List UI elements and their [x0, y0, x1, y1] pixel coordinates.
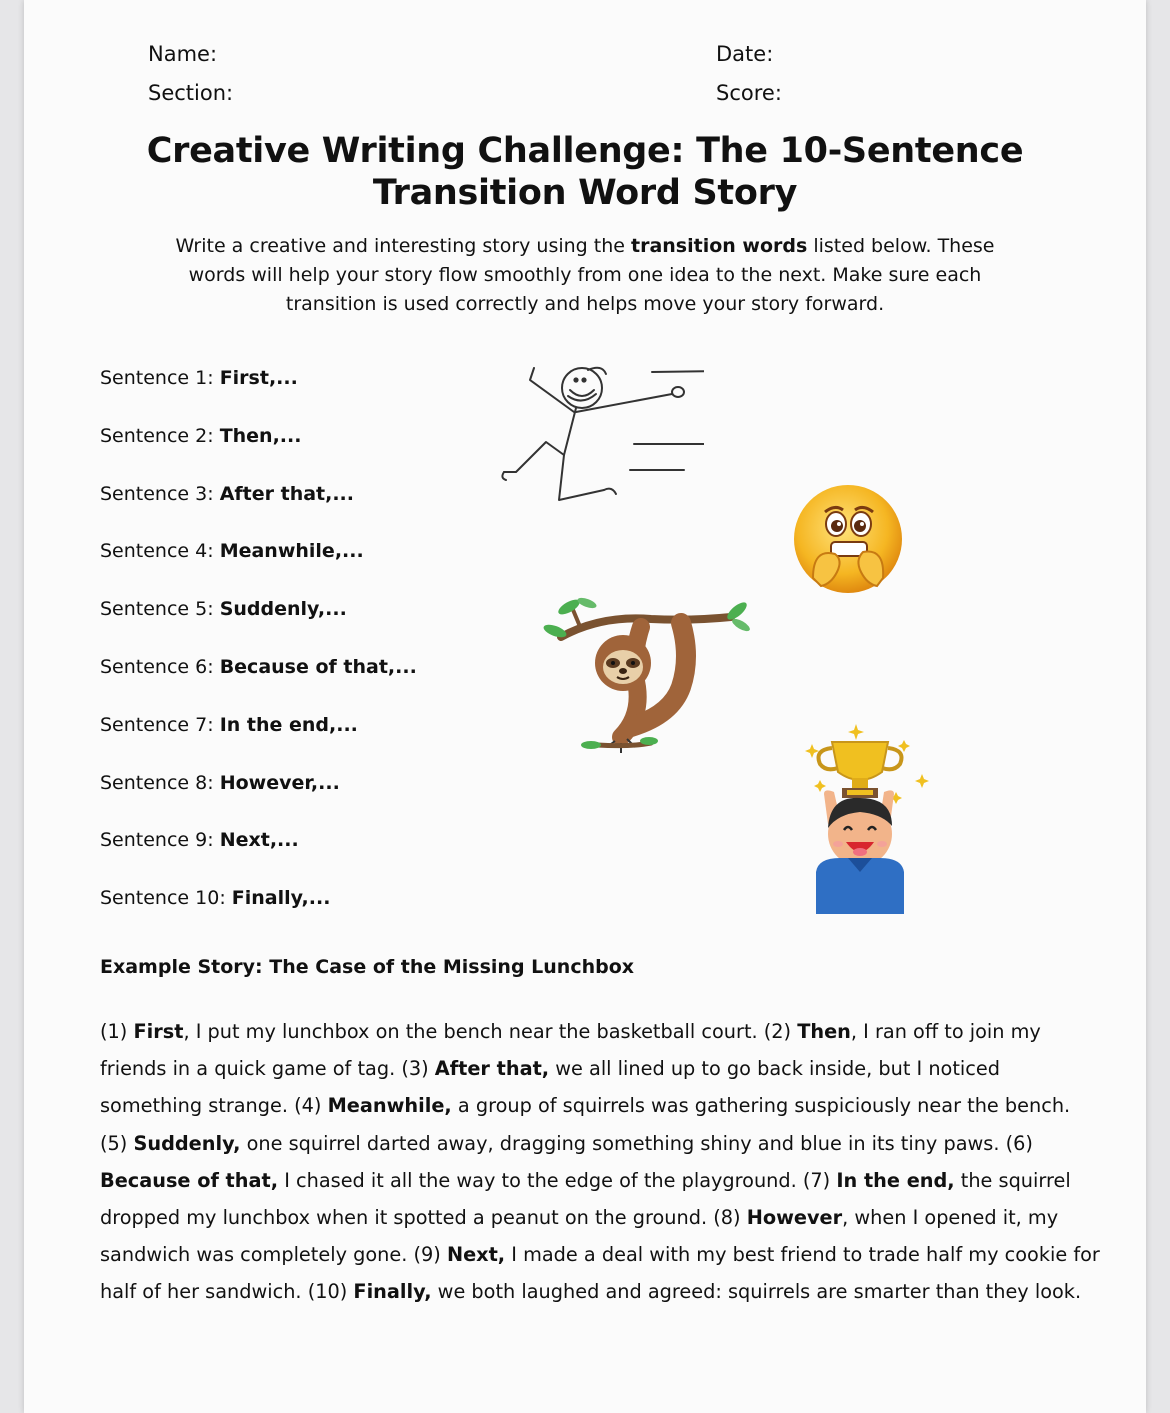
story-transition-word: In the end,: [836, 1168, 955, 1192]
sentence-transition-word: Finally,...: [231, 887, 331, 910]
sentence-transition-word: In the end,...: [219, 713, 358, 736]
story-transition-word: Meanwhile,: [327, 1094, 452, 1118]
example-story-text: [100, 1013, 1100, 1311]
sentence-transition-word: After that,...: [219, 482, 354, 505]
story-text: we both laughed and agreed: squirrels are smarter than they look.: [431, 1280, 1082, 1304]
sentence-prompt: [100, 884, 417, 942]
worried-emoji-icon: [791, 482, 906, 597]
story-text: I chased it all the way to the edge of the playground. (7): [278, 1168, 837, 1192]
example-story-title: Example Story: The Case of the Missing Lunchbox: [100, 956, 635, 978]
sentence-prompt: [100, 653, 417, 711]
sentence-prefix: Sentence 2:: [100, 424, 220, 447]
story-text: we all lined up to go back inside, but I noticed something strange. (4): [100, 1057, 1000, 1118]
title-line-2: Transition Word Story: [372, 173, 798, 213]
story-text: , when I opened it, my sandwich was completely gone. (9): [100, 1206, 1059, 1267]
date-label: Date:: [716, 42, 774, 66]
hanging-sloth-icon: [541, 597, 751, 757]
story-transition-word: Because of that,: [100, 1168, 279, 1192]
story-transition-word: First: [133, 1020, 184, 1043]
sentence-prefix: Sentence 1:: [100, 367, 220, 389]
sentence-transition-word: Then,...: [219, 424, 302, 447]
sentence-prompt: [100, 711, 417, 769]
sentence-transition-word: Meanwhile,...: [219, 540, 364, 563]
running-stick-figure-icon: [484, 360, 704, 515]
story-transition-word: Then: [797, 1020, 851, 1043]
sentence-prefix: Sentence 10:: [100, 887, 232, 910]
sentence-list: [100, 364, 417, 942]
instructions: [146, 232, 1024, 319]
story-transition-word: After that,: [434, 1057, 550, 1081]
sentence-prefix: Sentence 5:: [100, 598, 220, 621]
story-text: the squirrel dropped my lunchbox when it spotted a peanut on the ground. (8): [100, 1168, 1071, 1230]
sentence-prefix: Sentence 9:: [100, 829, 220, 852]
story-text: (1): [100, 1020, 134, 1043]
sentence-prompt: [100, 480, 417, 538]
sentence-prompt: [100, 364, 417, 422]
sentence-prompt: [100, 769, 417, 827]
title-line-1: Creative Writing Challenge: The 10-Sentence: [146, 131, 1024, 171]
sentence-prompt: [100, 826, 417, 884]
sentence-transition-word: Because of that,...: [219, 655, 417, 678]
story-text: I made a deal with my best friend to trade half my cookie for half of her sandwich. (10): [100, 1243, 1100, 1304]
story-transition-word: However: [746, 1206, 843, 1230]
section-label: Section:: [148, 81, 234, 105]
worksheet-page: [24, 0, 1146, 1413]
story-text: , I ran off to join my friends in a quick game of tag. (3): [100, 1020, 1041, 1081]
story-transition-word: Suddenly,: [133, 1131, 241, 1155]
sentence-prefix: Sentence 6:: [100, 655, 220, 678]
story-text: a group of squirrels was gathering suspiciously near the bench. (5): [100, 1094, 1071, 1155]
story-transition-word: Next,: [446, 1243, 506, 1267]
intro-text-start: Write a creative and interesting story using the: [175, 235, 631, 257]
sentence-prefix: Sentence 3:: [100, 482, 220, 505]
sentence-transition-word: First,...: [219, 367, 298, 389]
sentence-prefix: Sentence 7:: [100, 713, 220, 736]
score-label: Score:: [716, 81, 782, 105]
sentence-prefix: Sentence 4:: [100, 540, 220, 563]
sentence-prompt: [100, 422, 417, 480]
name-label: Name:: [148, 42, 218, 66]
intro-text-end: listed below. These words will help your story flow smoothly from one idea to the next. Make sure each transition is used correctly and helps move your story forward.: [188, 235, 995, 315]
page-title: [24, 130, 1146, 214]
sentence-prompt: [100, 537, 417, 595]
sentence-prompt: [100, 595, 417, 653]
sentence-transition-word: Next,...: [219, 829, 299, 852]
sentence-prefix: Sentence 8:: [100, 771, 220, 794]
story-text: one squirrel darted away, dragging something shiny and blue in its tiny paws. (6): [240, 1131, 1033, 1155]
story-text: , I put my lunchbox on the bench near the basketball court. (2): [183, 1020, 798, 1043]
sentence-transition-word: Suddenly,...: [219, 598, 347, 621]
sentence-transition-word: However,...: [219, 771, 340, 794]
trophy-kid-icon: [784, 722, 934, 917]
story-transition-word: Finally,: [353, 1280, 432, 1304]
intro-bold-text: transition words: [631, 235, 808, 257]
